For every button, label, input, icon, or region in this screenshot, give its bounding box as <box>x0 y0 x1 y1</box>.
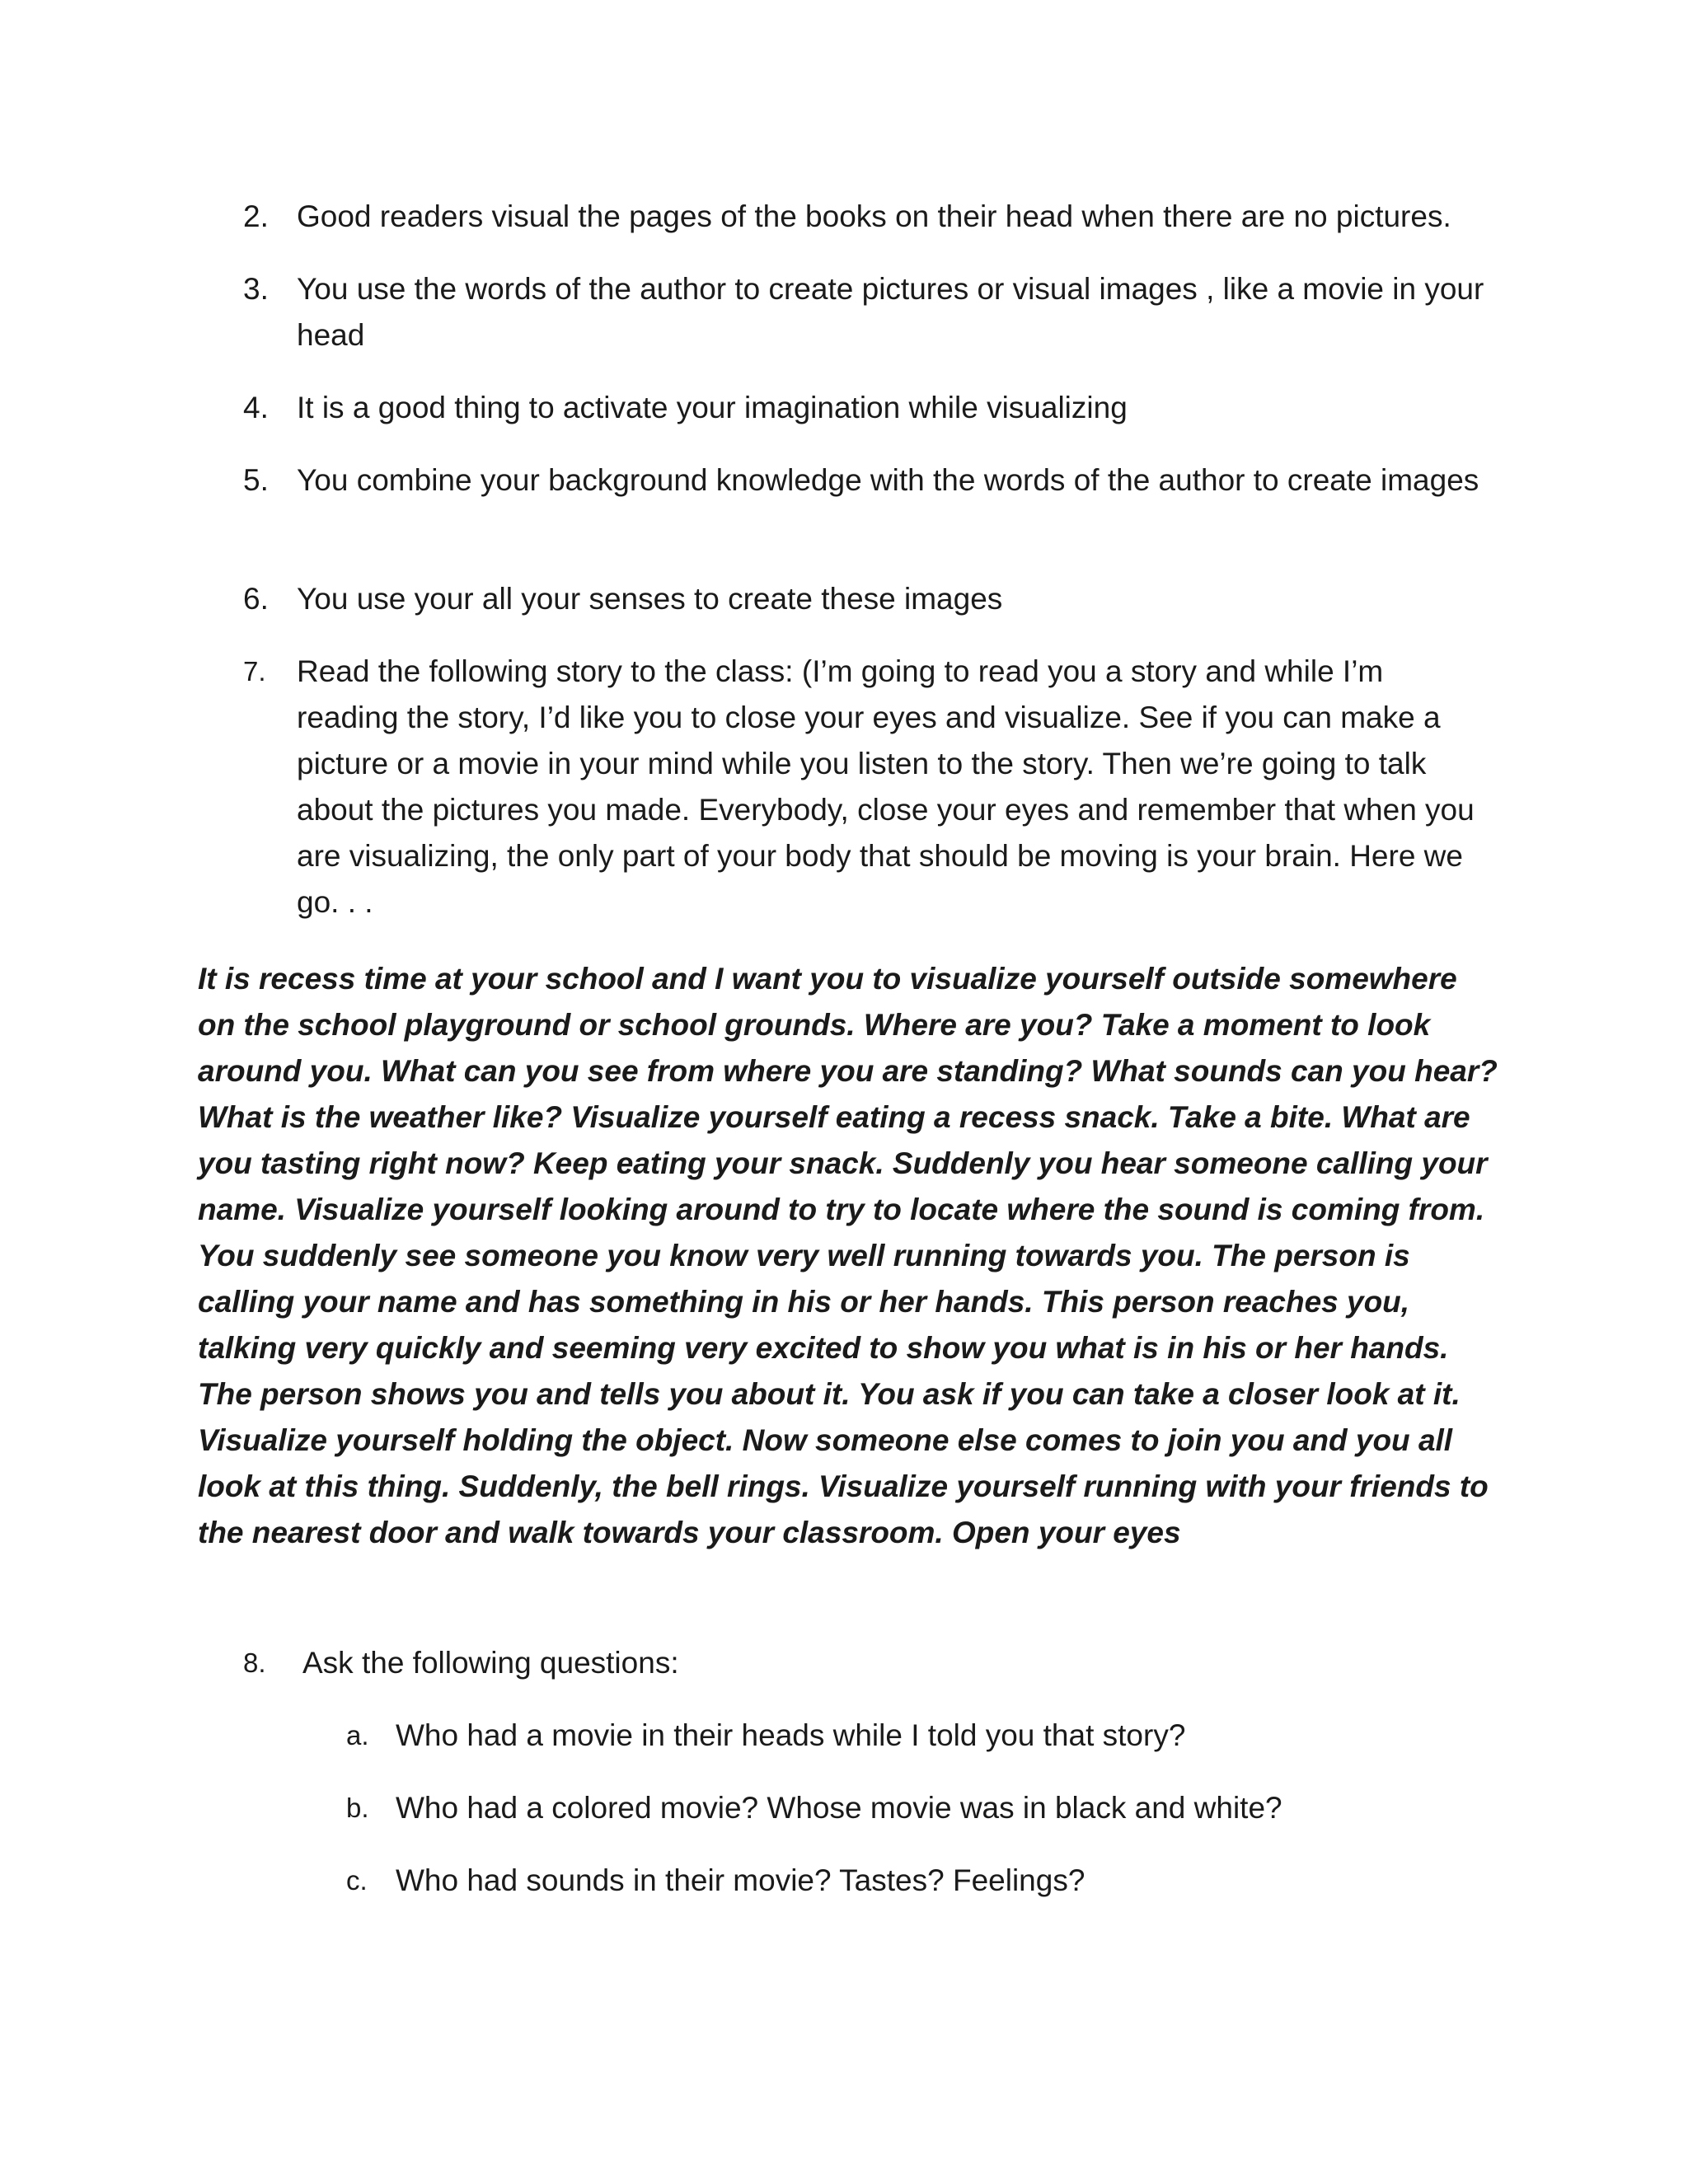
list-text: Good readers visual the pages of the books on their head when there are no pictures. <box>297 199 1451 233</box>
list-item-5 <box>243 457 1496 504</box>
list-number: 8. <box>243 1647 266 1678</box>
list-number: 2. <box>243 199 269 233</box>
list-text: You use the words of the author to create pictures or visual images , like a movie in your head <box>297 272 1484 352</box>
list-number: 3. <box>243 272 269 306</box>
list-item-6 <box>243 576 1496 622</box>
list-text: You use your all your senses to create these images <box>297 582 1003 616</box>
list-number: 7. <box>243 656 266 687</box>
question-text: Who had a movie in their heads while I told you that story? <box>396 1718 1186 1752</box>
question-letter: a. <box>346 1720 369 1750</box>
list-text: You combine your background knowledge with the words of the author to create images <box>297 463 1479 497</box>
list-text: Ask the following questions: <box>302 1646 679 1680</box>
list-text: Read the following story to the class: (I’m going to read you a story and while I’m reading the story, I’d like you to close your eyes and visualize. See if you can make a picture or a movie in your mind while you listen to the story. Then we’re going to talk about the pictures you made. Everybody, close your eyes and remember that when you are visualizing, the only part of your body that should be moving is your brain. Here we go. . . <box>297 654 1475 919</box>
list-item-4 <box>243 385 1496 431</box>
list-number: 5. <box>243 463 269 497</box>
list-text: It is a good thing to activate your imagination while visualizing <box>297 391 1128 424</box>
list-number: 4. <box>243 391 269 424</box>
question-text: Who had a colored movie? Whose movie was in black and white? <box>396 1791 1282 1825</box>
list-item-8 <box>243 1640 1496 1686</box>
question-letter: b. <box>346 1793 369 1823</box>
list-item-2 <box>243 194 1496 240</box>
question-text: Who had sounds in their movie? Tastes? Feelings? <box>396 1863 1085 1897</box>
question-item-a <box>346 1713 1500 1759</box>
list-number: 6. <box>243 582 269 616</box>
list-item-3 <box>243 266 1496 359</box>
question-item-b <box>346 1785 1500 1831</box>
list-item-7 <box>243 649 1496 926</box>
question-letter: c. <box>346 1865 368 1896</box>
question-item-c <box>346 1858 1500 1904</box>
story-paragraph: It is recess time at your school and I want you to visualize yourself outside somewhere on the school playground or school grounds. Where are you? Take a moment to look around you. What can you see from where you are standing? What sounds can you hear? What is the weather like? Visualize yourself eating a recess snack. Take a bite. What are you tasting right now? Keep eating your snack. Suddenly you hear someone calling your name. Visualize yourself looking around to try to locate where the sound is coming from. You suddenly see someone you know very well running towards you. The person is calling your name and has something in his or her hands. This person reaches you, talking very quickly and seeming very excited to show you what is in his or her hands. The person shows you and tells you about it. You ask if you can take a closer look at it. Visualize yourself holding the object. Now someone else comes to join you and you all look at this thing. Suddenly, the bell rings. Visualize yourself running with your friends to the nearest door and walk towards your classroom. Open your eyes <box>198 962 1498 1549</box>
